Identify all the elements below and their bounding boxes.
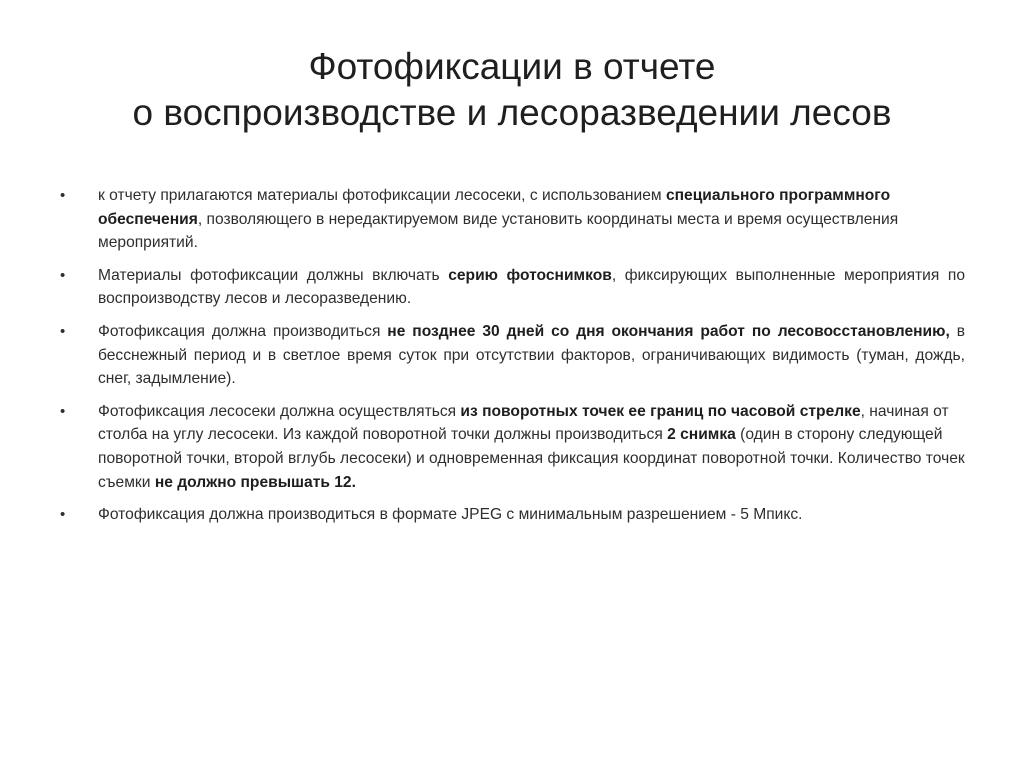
bullet-dot-icon: • <box>60 266 66 284</box>
bullet-5-text: Фотофиксация должна производиться в формате JPEG с минимальным разрешением - 5 Мпикс. <box>98 506 803 524</box>
bullet-item-4 <box>60 400 965 494</box>
bullet-dot-icon: • <box>60 402 66 420</box>
bullet-2-text-end: , фиксирующих выполненные мероприятия по воспроизводству лесов и лесоразведению. <box>98 266 966 308</box>
slide-title <box>60 44 964 136</box>
bullet-item-2 <box>60 264 965 311</box>
bullet-dot-icon: • <box>60 187 66 204</box>
bullet-2-text: Материалы фотофиксации должны включать <box>98 266 449 284</box>
bullet-4-text-2: , начиная от столба на углу лесосеки. Из каждой поворотной точки должны производиться <box>98 402 949 444</box>
slide-title-line-1: Фотофиксации в отчете <box>308 46 716 87</box>
bullet-3-text: Фотофиксация должна производиться <box>98 322 388 340</box>
bullet-4-text-3: (один в сторону следующей поворотной точки, второй вглубь лесосеки) и одновременная фиксация координат поворотной точки. Количество точек съемки <box>98 426 965 491</box>
bullet-item-3 <box>60 320 965 391</box>
bullet-1-bold: специального программного обеспечения <box>98 187 891 228</box>
bullet-4-bold-2: 2 снимка <box>667 426 736 444</box>
bullet-dot-icon: • <box>60 506 66 524</box>
bullet-3-text-end: в бесснежный период и в светлое время суток при отсутствии факторов, ограничивающих видимость (туман, дождь, снег, задымление). <box>98 322 965 388</box>
bullet-2-bold: серию фотоснимков <box>448 266 612 284</box>
bullet-3-bold: не позднее 30 дней со дня окончания работ по лесовосстановлению, <box>387 322 950 340</box>
bullet-4-bold-1: из поворотных точек ее границ по часовой стрелке <box>460 402 861 420</box>
bullet-item-1 <box>60 184 965 255</box>
bullet-list <box>60 184 965 536</box>
bullet-1-text: к отчету прилагаются материалы фотофиксации лесосеки, с использованием <box>98 187 666 204</box>
bullet-item-5 <box>60 503 965 527</box>
bullet-4-text: Фотофиксация лесосеки должна осуществляться <box>98 402 461 420</box>
bullet-4-bold-3: не должно превышать 12. <box>154 473 356 491</box>
bullet-dot-icon: • <box>60 322 66 340</box>
bullet-1-text-end: , позволяющего в нередактируемом виде установить координаты места и время осуществления мероприятий. <box>98 210 899 252</box>
slide-title-line-2: о воспроизводстве и лесоразведении лесов <box>132 92 892 133</box>
